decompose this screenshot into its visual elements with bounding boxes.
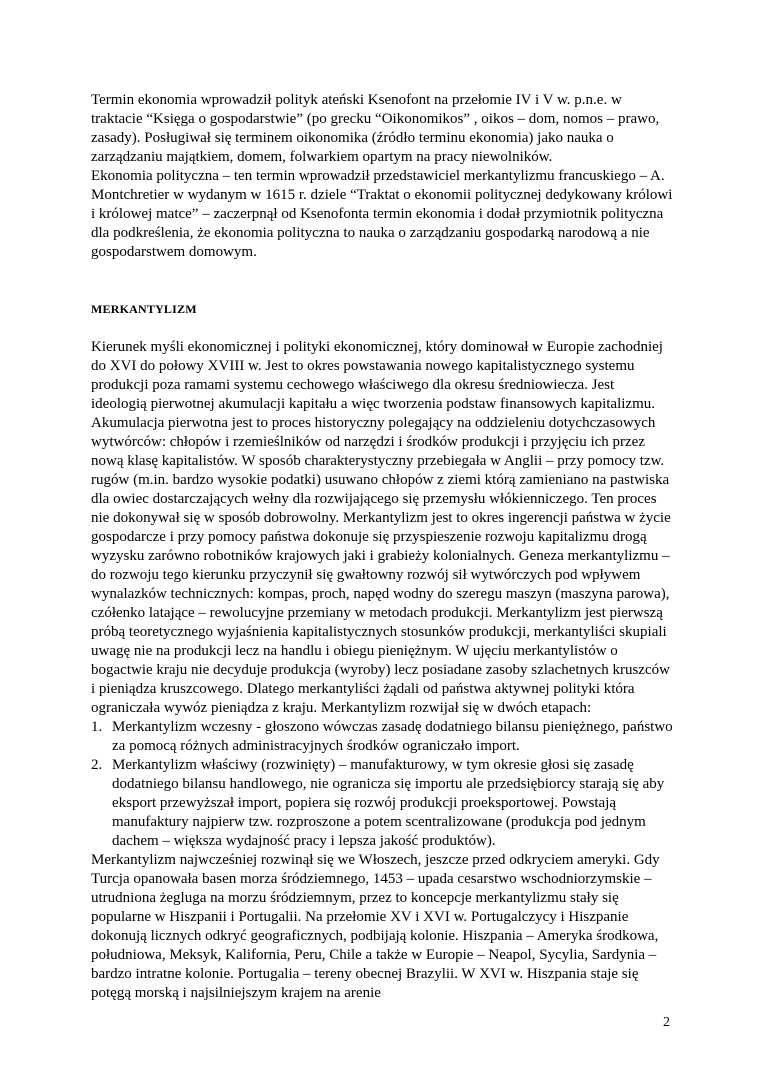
section-heading: MERKANTYLIZM: [91, 302, 197, 316]
spacer: [91, 281, 673, 300]
list-item-text: Merkantylizm wczesny - głoszono wówczas zasadę dodatniego bilansu pieniężnego, państwo za pomocą różnych administracyjnych środków ograniczało import.: [112, 719, 673, 754]
list-item-text: Merkantylizm właściwy (rozwinięty) – manufakturowy, w tym okresie głosi się zasadę dodatniego bilansu handlowego, nie ogranicza się importu ale przedsiębiorcy starają się aby eksport przewyższał import, popiera się rozwój produkcji proeksportowej. Powstają manufaktury najpierw tzw. rozproszone a potem scentralizowane (produkcja pod jednym dachem – większa wydajność pracy i lepsza jakość produktów).: [112, 757, 665, 849]
section-body-paragraph: Kierunek myśli ekonomicznej i polityki ekonomicznej, który dominował w Europie zachodniej do XVI do połowy XVIII w. Jest to okres powstawania nowego kapitalistycznego systemu produkcji poza ramami systemu cechowego właściwego dla okresu średniowiecza. Jest ideologią pierwotnej akumulacji kapitału a więc tworzenia podstaw finansowych kapitalizmu. Akumulacja pierwotna jest to proces historyczny polegający na oddzieleniu dotychczasowych wytwórców: chłopów i rzemieślników od narzędzi i środków produkcji i przyjęciu ich przez nową klasę kapitalistów. W sposób charakterystyczny przebiegała w Anglii – przy pomocy tzw. rugów (m.in. bardzo wysokie podatki) usuwano chłopów z ziemi którą zamieniano na pastwiska dla owiec dostarczających wełny dla rozwijającego się przemysłu włókienniczego. Ten proces nie dokonywał się w sposób dobrowolny. Merkantylizm jest to okres ingerencji państwa w życie gospodarcze i przy pomocy państwa dokonuje się przyspieszenie rozwoju kapitalizmu drogą wyzysku zarówno robotników krajowych jaki i grabieży kolonialnych. Geneza merkantylizmu – do rozwoju tego kierunku przyczynił się gwałtowny rozwój sił wytwórczych pod wpływem wynalazków technicznych: kompas, proch, napęd wodny do szeregu maszyn (maszyna parowa), czółenko latające – rewolucyjne przemiany w metodach produkcji. Merkantylizm jest pierwszą próbą teoretycznego wyjaśnienia kapitalistycznych stosunków produkcji, merkantyliści skupiali uwagę nie na produkcji lecz na handlu i obiegu pieniężnym. W ujęciu merkantylistów o bogactwie kraju nie decyduje produkcja (wyroby) lecz posiadane zasoby szlachetnych kruszców i pieniądza kruszcowego. Dlatego merkantyliści żądali od państwa aktywnej polityki która ograniczała wywóz pieniądza z kraju. Merkantylizm rozwijał się w dwóch etapach:: [91, 339, 671, 716]
spacer: [91, 262, 673, 281]
page-number: 2: [663, 1015, 670, 1030]
intro-paragraph-montchretien: Ekonomia polityczna – ten termin wprowadził przedstawiciel merkantylizmu francuskiego – A. Montchretier w wydanym w 1615 r. dziele “Traktat o ekonomii politycznej dedykowany królowi i królowej matce” – zaczerpnął od Ksenofonta termin ekonomia i dodał przymiotnik polityczna dla podkreślenia, że ekonomia polityczna to nauka o zarządzaniu gospodarką narodową a nie gospodarstwem domowym.: [91, 168, 673, 260]
list-item-number: 2.: [91, 757, 103, 773]
spacer: [91, 319, 673, 338]
intro-paragraph-ksenofont: Termin ekonomia wprowadził polityk ateński Ksenofont na przełomie IV i V w. p.n.e. w traktacie “Księga o gospodarstwie” (po grecku “Oikonomikos” , oikos – dom, nomos – prawo, zasady). Posługiwał się terminem oikonomika (źródło terminu ekonomia) jako nauka o zarządzaniu majątkiem, domem, folwarkiem opartym na pracy niewolników.: [91, 92, 660, 165]
document-page: [91, 91, 673, 1003]
list-item: [91, 756, 673, 851]
list-item-number: 1.: [91, 719, 103, 735]
list-item: [91, 718, 673, 756]
stages-list: [91, 718, 673, 851]
closing-paragraph: Merkantylizm najwcześniej rozwinął się we Włoszech, jeszcze przed odkryciem ameryki. Gdy Turcja opanowała basen morza śródziemnego, 1453 – upada cesarstwo wschodniorzymskie – utrudniona żegluga na morzu śródziemnym, przez to koncepcje merkantylizmu stały się popularne w Hiszpanii i Portugalii. Na przełomie XV i XVI w. Portugalczycy i Hiszpanie dokonują licznych odkryć geograficznych, podbijają kolonie. Hiszpania – Ameryka środkowa, południowa, Meksyk, Kalifornia, Peru, Chile a także w Europie – Neapol, Sycylia, Sardynia – bardzo intratne kolonie. Portugalia – tereny obecnej Brazylii. W XVI w. Hiszpania staje się potęgą morską i najsilniejszym krajem na arenie: [91, 852, 660, 1001]
